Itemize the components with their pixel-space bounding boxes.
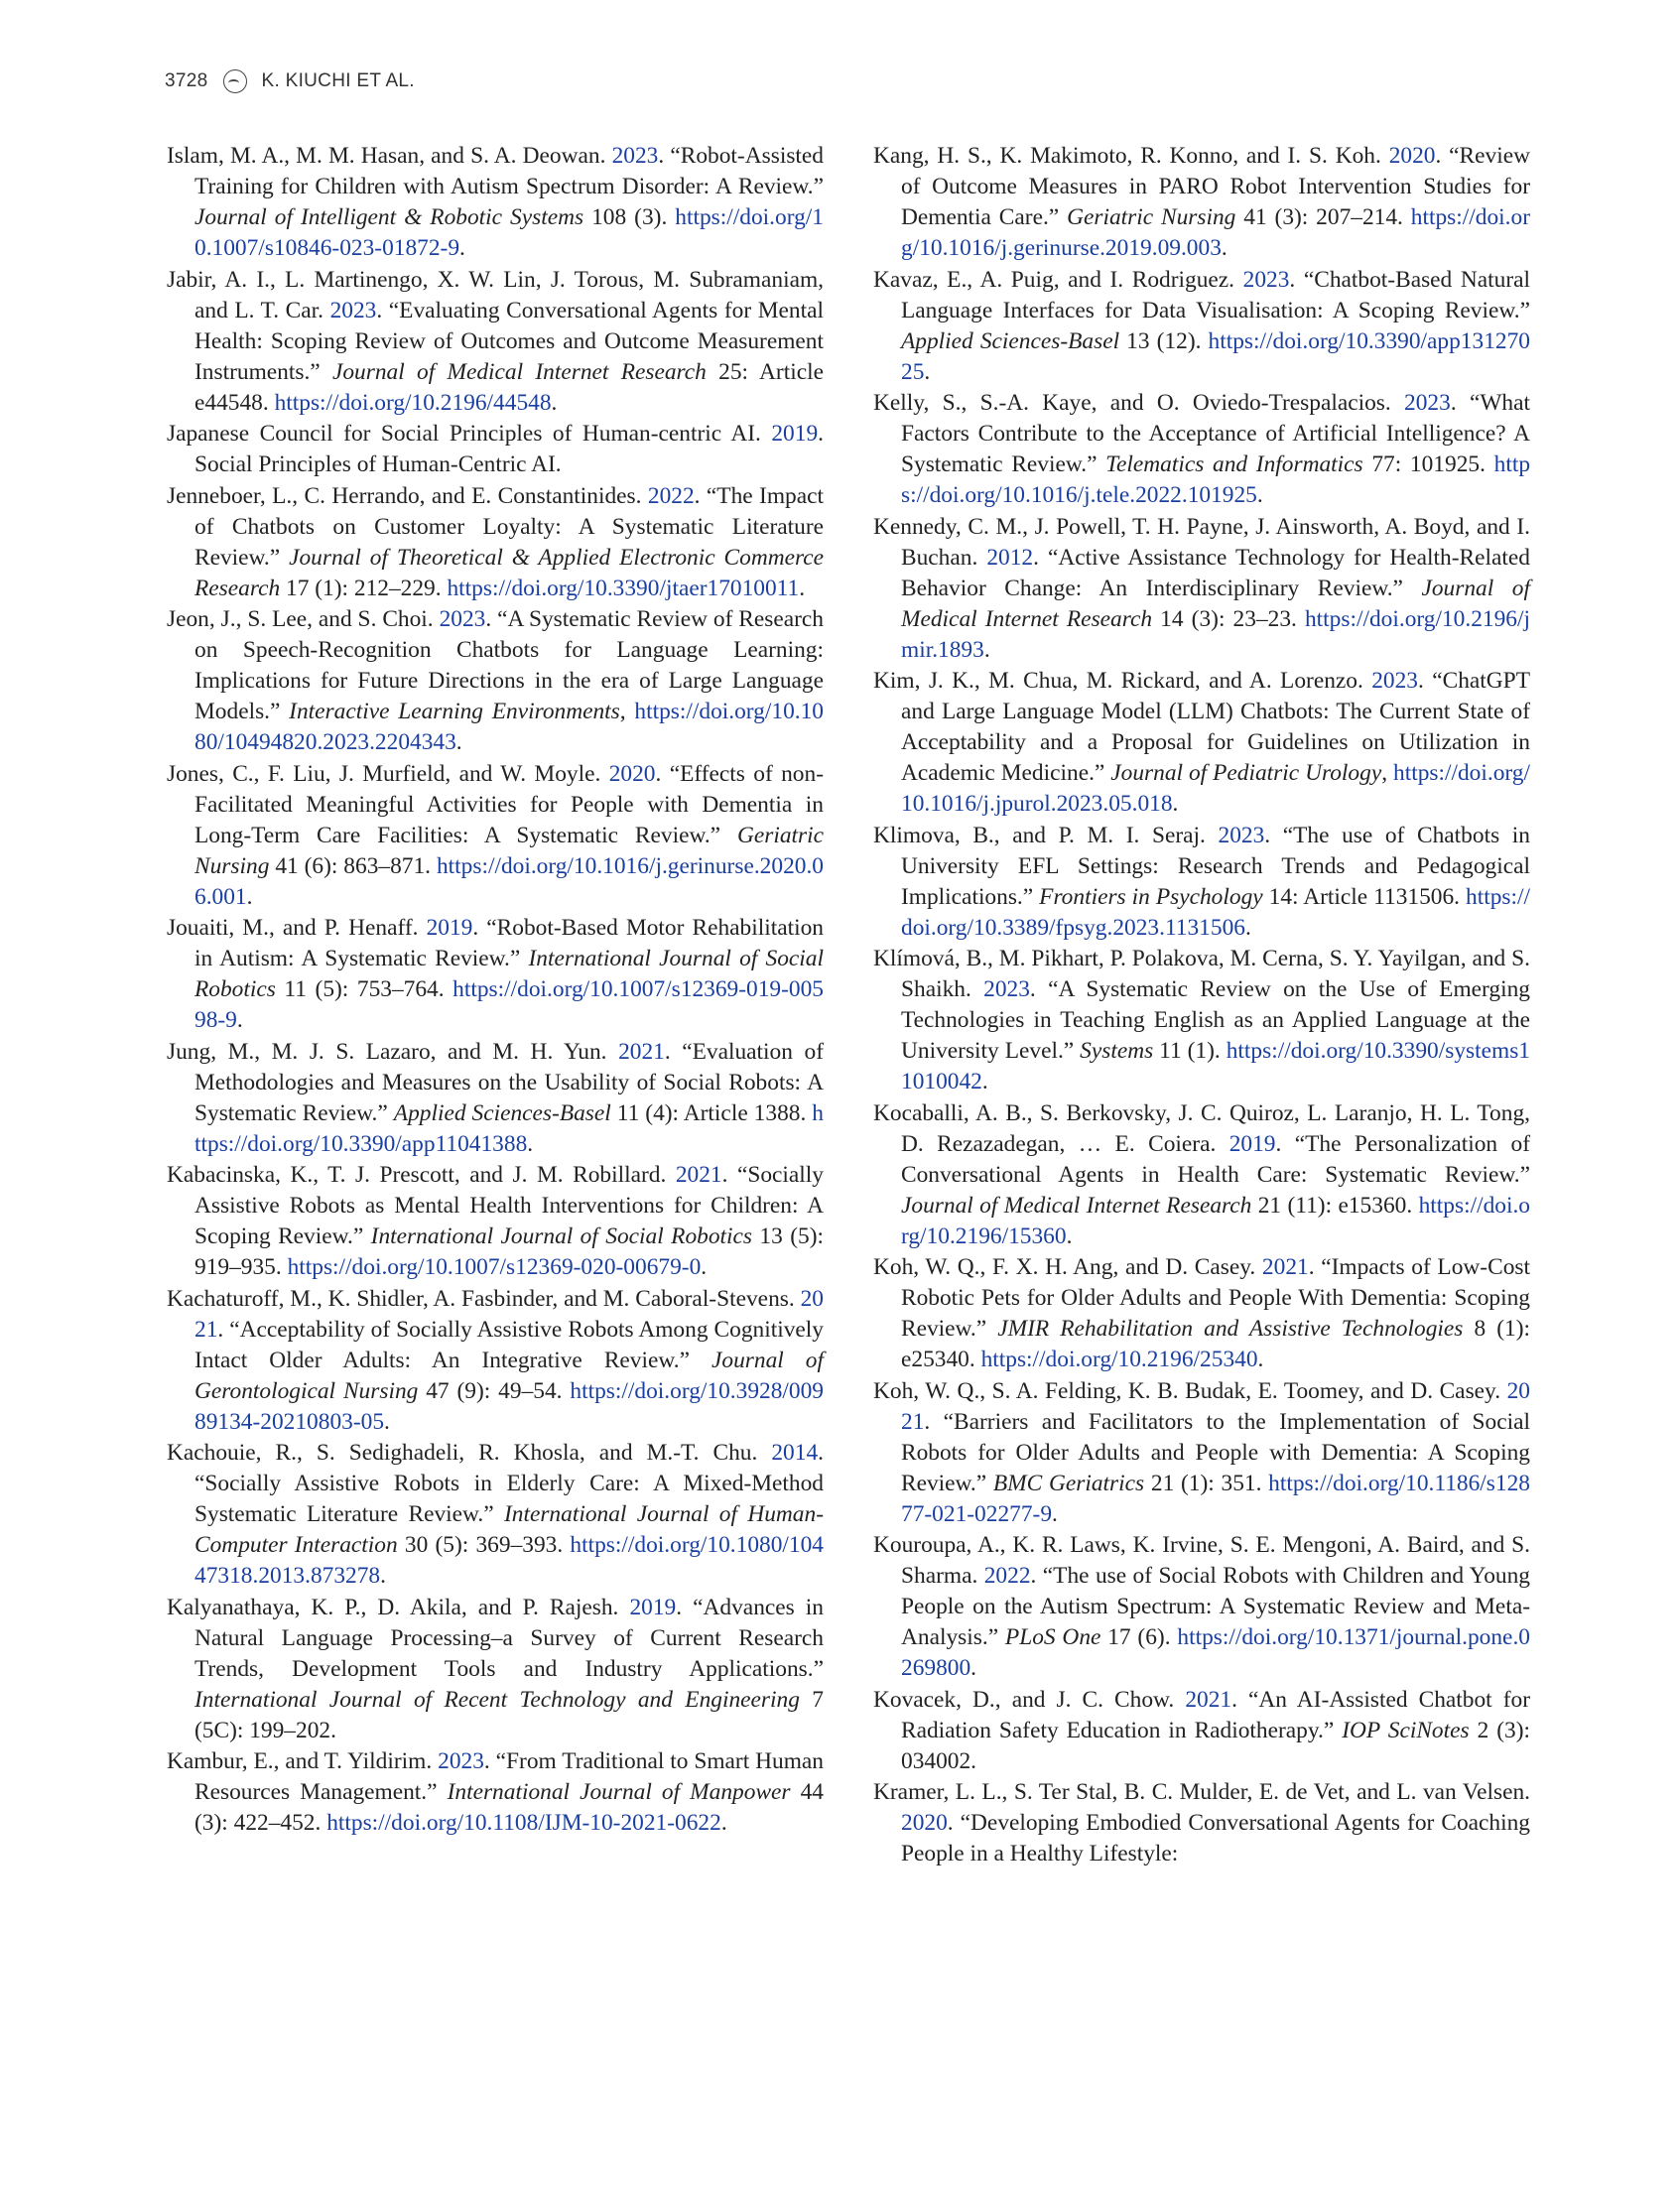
reference-authors: Jeon, J., S. Lee, and S. Choi. — [167, 606, 440, 632]
reference-end-punct: . — [384, 1408, 390, 1435]
reference-entry — [873, 944, 1530, 1097]
reference-authors: Koh, W. Q., S. A. Felding, K. B. Budak, E. Toomey, and D. Casey. — [873, 1377, 1507, 1404]
page-number: 3728 — [165, 70, 208, 91]
reference-entry — [167, 1438, 824, 1592]
reference-journal: Applied Sciences-Basel — [393, 1099, 611, 1126]
reference-entry — [873, 666, 1530, 820]
reference-end-punct: . — [720, 1810, 727, 1836]
reference-entry — [167, 1593, 824, 1746]
reference-journal: Geriatric Nursing — [194, 822, 824, 879]
reference-authors: Kouroupa, A., K. R. Laws, K. Irvine, S. E. Mengoni, A. Baird, and S. Sharma. — [873, 1532, 1530, 1589]
reference-end-punct: . — [981, 1069, 988, 1094]
reference-end-punct: . — [1172, 791, 1179, 817]
reference-volume-pages: 17 (1): 212–229. — [280, 575, 448, 601]
reference-doi-link[interactable]: https://doi.org/10.3928/00989134-20210803-05 — [194, 1377, 824, 1435]
publisher-logo-icon — [223, 69, 247, 93]
reference-end-punct: . — [380, 1563, 386, 1589]
reference-title: . “From Traditional to Smart Human Resources Management.” — [194, 1748, 824, 1805]
reference-authors: Kramer, L. L., S. Ter Stal, B. C. Mulder, E. de Vet, and L. van Velsen. — [873, 1779, 1530, 1805]
reference-authors: Kennedy, C. M., J. Powell, T. H. Payne, J. Ainsworth, A. Boyd, and I. Buchan. — [873, 513, 1530, 571]
reference-journal: Journal of Medical Internet Research — [901, 575, 1530, 632]
reference-journal: Interactive Learning Environments — [289, 699, 620, 724]
reference-volume-pages: 44 (3): 422–452. — [194, 1779, 824, 1836]
reference-authors: Japanese Council for Social Principles of Human-centric AI. — [167, 421, 772, 447]
reference-journal: IOP SciNotes — [1342, 1717, 1470, 1743]
reference-doi-link[interactable]: https://doi.org/10.3390/app13127025 — [901, 327, 1530, 385]
reference-doi-link[interactable]: https://doi.org/10.1108/IJM-10-2021-0622 — [326, 1810, 721, 1836]
reference-authors: Kavaz, E., A. Puig, and I. Rodriguez. — [873, 266, 1243, 293]
reference-title: . “Socially Assistive Robots as Mental Health Interventions for Children: A Scoping Review.” — [194, 1162, 824, 1249]
reference-year-link[interactable]: 2021 — [194, 1285, 824, 1343]
reference-volume-pages: 41 (6): 863–871. — [269, 852, 437, 879]
reference-entry — [873, 1098, 1530, 1252]
reference-end-punct: . — [701, 1254, 708, 1280]
reference-volume-pages: 41 (3): 207–214. — [1235, 204, 1411, 230]
reference-entry — [873, 388, 1530, 511]
reference-year-link[interactable]: 2023 — [439, 606, 486, 632]
reference-year-link[interactable]: 2023 — [1218, 822, 1265, 848]
reference-authors: Jenneboer, L., C. Herrando, and E. Constantinides. — [167, 482, 648, 509]
reference-year-link[interactable]: 2020 — [901, 1810, 948, 1836]
reference-authors: Jung, M., M. J. S. Lazaro, and M. H. Yun. — [167, 1038, 619, 1065]
reference-title: . “A Systematic Review on the Use of Emerging Technologies in Teaching English as an Applied Language at the University Level.” — [901, 976, 1530, 1064]
running-header — [165, 69, 415, 93]
reference-end-punct: . — [983, 636, 990, 663]
reference-entry — [873, 265, 1530, 388]
reference-year-link[interactable]: 2012 — [986, 544, 1034, 571]
reference-title: . “The use of Social Robots with Children and Young People on the Autism Spectrum: A Systematic Review and Meta-Analysis.” — [901, 1563, 1530, 1650]
reference-volume-pages: 13 (12). — [1119, 327, 1209, 354]
reference-entry — [167, 1746, 824, 1839]
reference-doi-link[interactable]: https://doi.org/10.1016/j.gerinurse.2019.09.003 — [901, 204, 1530, 261]
reference-volume-pages: , — [1381, 760, 1393, 786]
reference-journal: Telematics and Informatics — [1105, 451, 1363, 477]
reference-year-link[interactable]: 2019 — [1228, 1130, 1276, 1157]
reference-end-punct: . — [527, 1130, 534, 1157]
reference-volume-pages: 2 (3): 034002. — [901, 1717, 1531, 1774]
reference-entry — [167, 1160, 824, 1283]
reference-doi-link[interactable]: https://doi.org/10.2196/jmir.1893 — [901, 605, 1530, 663]
reference-title: . “Advances in Natural Language Processing–a Survey of Current Research Trends, Development Tools and Industry Applications.” — [194, 1594, 824, 1682]
reference-journal: International Journal of Human-Computer Interaction — [194, 1501, 824, 1558]
reference-end-punct: . — [1244, 914, 1251, 941]
reference-year-link[interactable]: 2019 — [426, 915, 473, 941]
reference-title: . “An AI-Assisted Chatbot for Radiation Safety Education in Radiotherapy.” — [901, 1686, 1530, 1743]
reference-entry — [873, 1376, 1530, 1530]
running-head-authors: K. KIUCHI ET AL. — [261, 70, 415, 91]
reference-volume-pages: 47 (9): 49–54. — [418, 1377, 571, 1404]
reference-volume-pages: , — [619, 699, 635, 724]
reference-journal: International Journal of Recent Technology and Engineering — [194, 1686, 800, 1713]
reference-year-link[interactable]: 2023 — [329, 297, 377, 323]
reference-doi-link[interactable]: https://doi.org/10.1371/journal.pone.0269800 — [901, 1624, 1530, 1681]
reference-entry — [167, 481, 824, 604]
reference-journal: International Journal of Social Robotics — [370, 1223, 753, 1249]
reference-volume-pages: 8 (1): e25340. — [901, 1316, 1530, 1372]
reference-end-punct: . — [924, 358, 931, 385]
reference-year-link[interactable]: 2021 — [675, 1162, 722, 1188]
reference-volume-pages: 77: 101925. — [1362, 451, 1494, 477]
reference-journal: International Journal of Manpower — [447, 1779, 791, 1805]
reference-authors: Jones, C., F. Liu, J. Murfield, and W. Moyle. — [167, 760, 609, 787]
reference-entry — [873, 1530, 1530, 1684]
reference-authors: Islam, M. A., M. M. Hasan, and S. A. Deowan. — [167, 143, 612, 169]
reference-year-link[interactable]: 2021 — [1261, 1254, 1309, 1280]
reference-doi-link[interactable]: https://doi.org/10.3390/jtaer17010011 — [447, 575, 800, 601]
reference-title: . “The Personalization of Conversational Agents in Health Care: Systematic Review.” — [901, 1130, 1530, 1188]
reference-entry — [873, 1777, 1530, 1869]
references-column-left — [167, 141, 824, 1839]
reference-year-link[interactable]: 2021 — [901, 1377, 1530, 1435]
reference-journal: BMC Geriatrics — [992, 1470, 1145, 1496]
reference-entry — [873, 1252, 1530, 1375]
reference-doi-link[interactable]: https://doi.org/10.1007/s10846-023-01872-9 — [194, 204, 824, 261]
reference-year-link[interactable]: 2023 — [1242, 266, 1290, 293]
reference-title: . “Robot-Assisted Training for Children with Autism Spectrum Disorder: A Review.” — [194, 143, 824, 199]
reference-entry — [873, 821, 1530, 944]
reference-title: . “ChatGPT and Large Language Model (LLM) Chatbots: The Current State of Acceptability and a Proposal for Guidelines on Utilization in Academic Medicine.” — [901, 668, 1530, 786]
reference-end-punct: . — [459, 235, 465, 261]
reference-journal: Journal of Pediatric Urology — [1110, 760, 1382, 786]
reference-doi-link[interactable]: https://doi.org/10.1080/10447318.2013.873278 — [194, 1532, 824, 1589]
reference-year-link[interactable]: 2023 — [438, 1748, 484, 1774]
reference-journal: International Journal of Social Robotics — [194, 946, 824, 1002]
reference-title: . Social Principles of Human-Centric AI. — [194, 421, 824, 477]
reference-title: . “Chatbot-Based Natural Language Interfaces for Data Visualisation: A Scoping Review.” — [901, 266, 1530, 323]
reference-volume-pages: 7 (5C): 199–202. — [194, 1686, 825, 1743]
reference-title: . “Impacts of Low-Cost Robotic Pets for Older Adults and People With Dementia: Scoping Review.” — [901, 1254, 1530, 1342]
reference-title: . “The use of Chatbots in University EFL Settings: Research Trends and Pedagogical Implications.” — [901, 822, 1530, 910]
reference-end-punct: . — [1256, 482, 1263, 508]
reference-title: . “Socially Assistive Robots in Elderly Care: A Mixed-Method Systematic Literature Review.” — [194, 1440, 824, 1527]
reference-volume-pages: 25: Article e44548. — [194, 358, 824, 416]
reference-journal: JMIR Rehabilitation and Assistive Technologies — [997, 1316, 1464, 1342]
reference-year-link[interactable]: 2022 — [983, 1563, 1031, 1589]
reference-year-link[interactable]: 2023 — [1404, 390, 1451, 416]
reference-doi-link[interactable]: https://doi.org/10.2196/25340 — [980, 1347, 1258, 1372]
reference-year-link[interactable]: 2020 — [1388, 143, 1436, 169]
reference-entry — [167, 265, 824, 419]
reference-authors: Klímová, B., M. Pikhart, P. Polakova, M. Cerna, S. Y. Yayilgan, and S. Shaikh. — [873, 946, 1530, 1002]
reference-title: . “A Systematic Review of Research on Speech-Recognition Chatbots for Language Learning: Implications for Future Directions in the era of Large Language Models.” — [194, 606, 824, 724]
reference-entry — [167, 141, 824, 264]
reference-title: . “Barriers and Facilitators to the Implementation of Social Robots for Older Adults and People with Dementia: A Scoping Review.” — [901, 1408, 1530, 1496]
reference-end-punct: . — [246, 883, 253, 910]
reference-journal: Frontiers in Psychology — [1039, 883, 1263, 910]
reference-doi-link[interactable]: https://doi.org/10.1016/j.jpurol.2023.05.018 — [901, 760, 1530, 817]
reference-end-punct: . — [1052, 1500, 1058, 1527]
reference-volume-pages: 30 (5): 369–393. — [397, 1532, 571, 1558]
reference-year-link[interactable]: 2023 — [1371, 668, 1418, 694]
reference-entry — [167, 913, 824, 1036]
reference-authors: Kelly, S., S.-A. Kaye, and O. Oviedo-Trespalacios. — [873, 390, 1405, 416]
reference-journal: Systems — [1080, 1038, 1154, 1064]
reference-doi-link[interactable]: https://doi.org/10.1016/j.tele.2022.101925 — [901, 451, 1531, 508]
reference-doi-link[interactable]: https://doi.org/10.3390/app11041388 — [194, 1099, 824, 1157]
reference-journal: Applied Sciences-Basel — [901, 327, 1120, 354]
reference-authors: Kang, H. S., K. Makimoto, R. Konno, and I. S. Koh. — [873, 143, 1389, 169]
reference-volume-pages: 21 (11): e15360. — [1251, 1192, 1419, 1219]
reference-volume-pages: 14: Article 1131506. — [1262, 883, 1467, 910]
reference-journal: PLoS One — [1004, 1624, 1101, 1650]
reference-end-punct: . — [236, 1007, 243, 1033]
reference-entry — [167, 1037, 824, 1160]
reference-doi-link[interactable]: https://doi.org/10.3390/systems11010042 — [901, 1038, 1530, 1094]
reference-authors: Jouaiti, M., and P. Henaff. — [167, 915, 427, 941]
reference-volume-pages: 108 (3). — [583, 204, 676, 230]
reference-journal: Journal of Theoretical & Applied Electronic Commerce Research — [194, 544, 824, 601]
reference-doi-link[interactable]: https://doi.org/10.1007/s12369-019-00598-9 — [194, 976, 824, 1033]
reference-title: . “The Impact of Chatbots on Customer Loyalty: A Systematic Literature Review.” — [194, 482, 824, 571]
reference-end-punct: . — [1066, 1223, 1073, 1249]
reference-volume-pages: 11 (1). — [1153, 1038, 1227, 1064]
reference-title: . “Effects of non-Facilitated Meaningful Activities for People with Dementia in Long-Term Care Facilities: A Systematic Review.” — [194, 760, 824, 848]
reference-journal: Geriatric Nursing — [1067, 204, 1236, 230]
reference-doi-link[interactable]: https://doi.org/10.2196/44548 — [274, 389, 552, 416]
reference-title: . “Robot-Based Motor Rehabilitation in Autism: A Systematic Review.” — [194, 915, 824, 971]
reference-title: . “What Factors Contribute to the Acceptance of Artificial Intelligence? A Systematic Review.” — [901, 390, 1530, 477]
reference-entry — [167, 419, 824, 480]
reference-journal: Journal of Gerontological Nursing — [194, 1347, 824, 1404]
reference-end-punct: . — [799, 575, 806, 601]
reference-authors: Klimova, B., and P. M. I. Seraj. — [873, 822, 1219, 848]
reference-volume-pages: 11 (5): 753–764. — [275, 976, 453, 1002]
reference-authors: Kovacek, D., and J. C. Chow. — [873, 1686, 1186, 1713]
reference-title: . “Acceptability of Socially Assistive Robots Among Cognitively Intact Older Adults: An Integrative Review.” — [194, 1316, 824, 1373]
reference-doi-link[interactable]: https://doi.org/10.1186/s12877-021-02277-9 — [901, 1470, 1530, 1527]
reference-authors: Kocaballi, A. B., S. Berkovsky, J. C. Quiroz, L. Laranjo, H. L. Tong, D. Rezazadegan, … E. Coiera. — [873, 1099, 1530, 1157]
reference-title: . “Developing Embodied Conversational Agents for Coaching People in a Healthy Lifestyle: — [901, 1810, 1530, 1866]
reference-title: . “Evaluating Conversational Agents for Mental Health: Scoping Review of Outcomes and Outcome Measurement Instruments.” — [194, 297, 824, 385]
reference-year-link[interactable]: 2022 — [647, 482, 695, 509]
reference-doi-link[interactable]: https://doi.org/10.1080/10494820.2023.2204343 — [194, 699, 824, 755]
references-column-right — [873, 141, 1530, 1869]
reference-title: . “Active Assistance Technology for Health-Related Behavior Change: An Interdisciplinary Review.” — [901, 544, 1530, 601]
reference-journal: Journal of Intelligent & Robotic Systems — [194, 204, 584, 230]
reference-end-punct: . — [970, 1655, 977, 1681]
reference-title: . “Review of Outcome Measures in PARO Robot Intervention Studies for Dementia Care.” — [901, 143, 1530, 230]
reference-authors: Kabacinska, K., T. J. Prescott, and J. M. Robillard. — [167, 1162, 676, 1188]
reference-volume-pages: 11 (4): Article 1388. — [610, 1099, 813, 1126]
reference-year-link[interactable]: 2019 — [771, 421, 819, 447]
reference-doi-link[interactable]: https://doi.org/10.1016/j.gerinurse.2020.06.001 — [194, 852, 824, 910]
reference-end-punct: . — [1257, 1347, 1264, 1372]
reference-authors: Kachouie, R., S. Sedighadeli, R. Khosla, and M.-T. Chu. — [167, 1440, 772, 1466]
reference-authors: Kambur, E., and T. Yildirim. — [167, 1748, 439, 1774]
reference-title: . “Evaluation of Methodologies and Measures on the Usability of Social Robots: A Systematic Review.” — [194, 1038, 824, 1126]
reference-end-punct: . — [1221, 235, 1228, 261]
reference-volume-pages: 17 (6). — [1100, 1624, 1178, 1650]
reference-year-link[interactable]: 2023 — [611, 143, 659, 169]
reference-end-punct: . — [455, 729, 462, 755]
reference-year-link[interactable]: 2019 — [629, 1594, 677, 1620]
reference-journal: Journal of Medical Internet Research — [901, 1192, 1252, 1219]
reference-volume-pages: 21 (1): 351. — [1144, 1470, 1269, 1496]
reference-doi-link[interactable]: https://doi.org/10.3389/fpsyg.2023.1131506 — [901, 883, 1531, 941]
reference-volume-pages: 14 (3): 23–23. — [1152, 605, 1305, 632]
reference-volume-pages: 13 (5): 919–935. — [194, 1223, 824, 1280]
reference-entry — [167, 604, 824, 758]
reference-doi-link[interactable]: https://doi.org/10.1007/s12369-020-00679-0 — [287, 1254, 702, 1280]
reference-year-link[interactable]: 2021 — [618, 1038, 665, 1065]
reference-end-punct: . — [551, 389, 558, 416]
reference-authors: Kalyanathaya, K. P., D. Akila, and P. Rajesh. — [167, 1594, 630, 1620]
reference-entry — [167, 759, 824, 913]
reference-authors: Koh, W. Q., F. X. H. Ang, and D. Casey. — [873, 1254, 1262, 1280]
reference-entry — [167, 1284, 824, 1438]
reference-journal: Journal of Medical Internet Research — [331, 358, 707, 385]
reference-entry — [873, 1685, 1530, 1777]
reference-entry — [873, 512, 1530, 666]
reference-year-link[interactable]: 2020 — [608, 760, 656, 787]
reference-year-link[interactable]: 2023 — [983, 976, 1030, 1002]
reference-authors: Jabir, A. I., L. Martinengo, X. W. Lin, J. Torous, M. Subramaniam, and L. T. Car. — [167, 266, 824, 323]
reference-authors: Kachaturoff, M., K. Shidler, A. Fasbinder, and M. Caboral-Stevens. — [167, 1285, 801, 1312]
reference-year-link[interactable]: 2021 — [1185, 1686, 1232, 1713]
reference-entry — [873, 141, 1530, 264]
reference-year-link[interactable]: 2014 — [771, 1440, 819, 1466]
reference-authors: Kim, J. K., M. Chua, M. Rickard, and A. Lorenzo. — [873, 668, 1372, 694]
reference-doi-link[interactable]: https://doi.org/10.2196/15360 — [901, 1192, 1530, 1249]
